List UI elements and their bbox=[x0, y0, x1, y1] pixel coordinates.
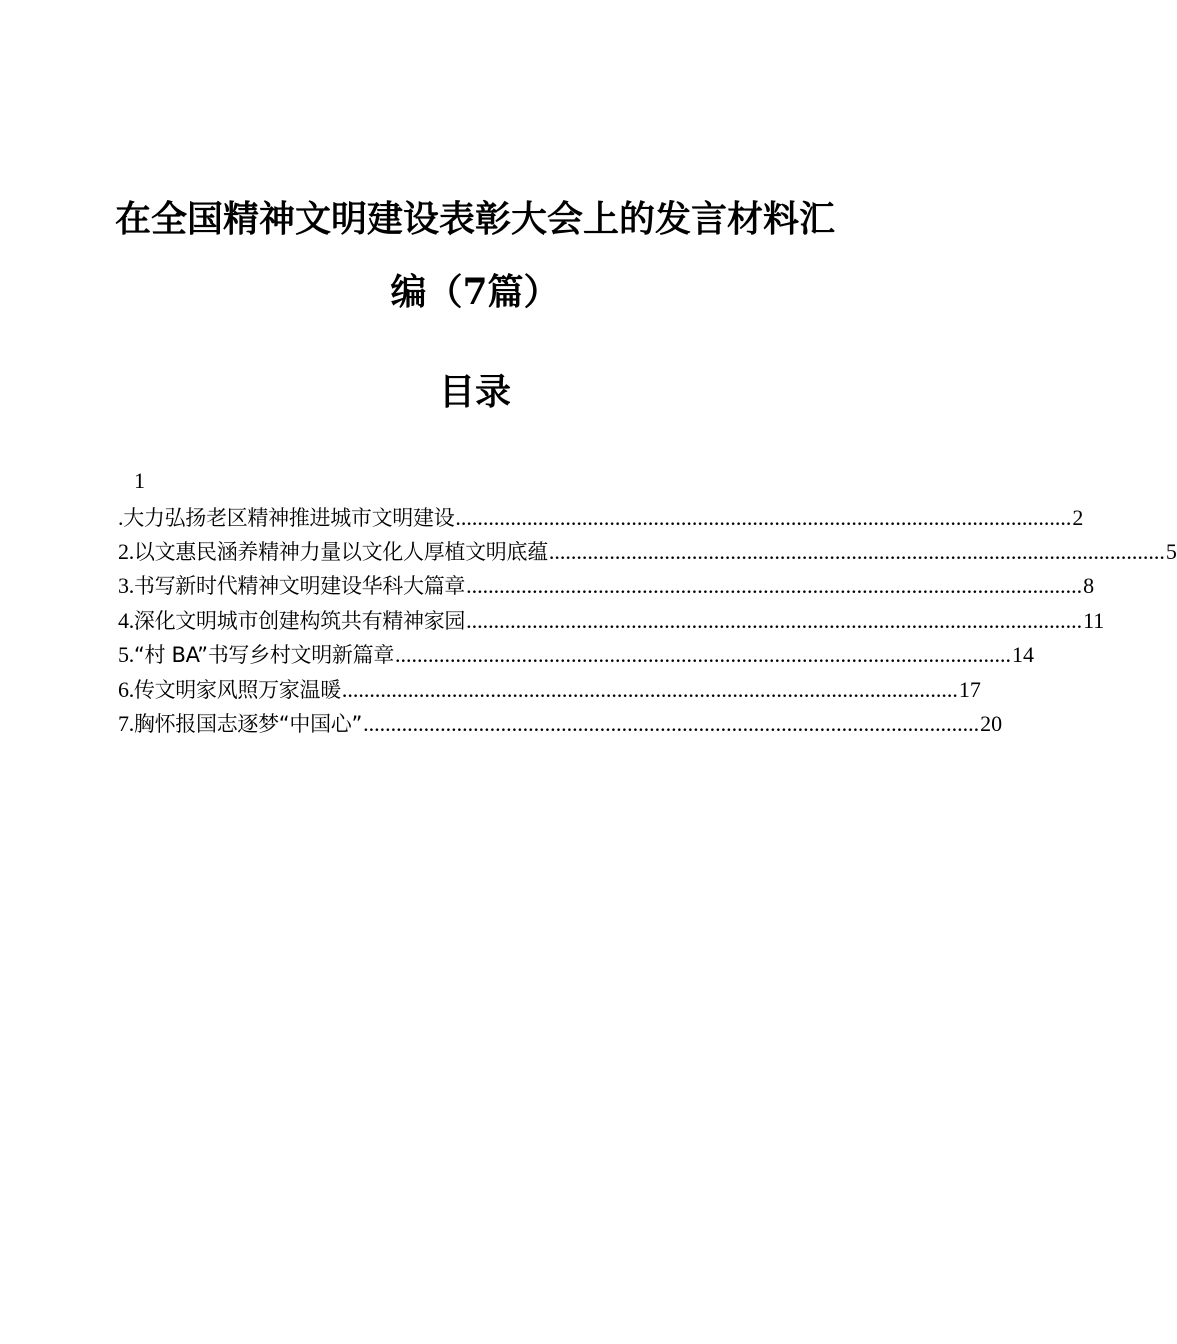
toc-entry-3[interactable] bbox=[118, 571, 1095, 601]
document-title-line-1: 在全国精神文明建设表彰大会上的发言材料汇 bbox=[114, 198, 835, 240]
toc-entry-2-page: 5 bbox=[1165, 539, 1177, 564]
toc-entry-1-page: 2 bbox=[1072, 505, 1084, 530]
toc-dot-leader: ................................................................................................................ bbox=[466, 573, 1083, 598]
toc-entry-6-page: 17 bbox=[958, 677, 981, 702]
toc-entry-2[interactable] bbox=[118, 537, 1177, 567]
toc-entry-6[interactable] bbox=[118, 675, 981, 705]
toc-entry-3-page: 8 bbox=[1083, 573, 1095, 598]
toc-entry-7[interactable] bbox=[118, 709, 1003, 739]
toc-entry-7-page: 20 bbox=[980, 711, 1003, 736]
toc-heading: 目录 bbox=[438, 371, 511, 413]
toc-dot-leader: ................................................................................................................ bbox=[548, 539, 1165, 564]
toc-entry-5-page: 14 bbox=[1012, 642, 1035, 667]
document-title-line-2: 编（7篇） bbox=[390, 271, 560, 313]
toc-dot-leader: ................................................................................................................ bbox=[466, 608, 1083, 633]
toc-entry-1[interactable] bbox=[118, 503, 1084, 533]
toc-entry-3-label: 3.书写新时代精神文明建设华科大篇章 bbox=[118, 573, 466, 598]
toc-entry-1-label: .大力弘扬老区精神推进城市文明建设 bbox=[118, 505, 455, 530]
toc-entry-4[interactable] bbox=[118, 606, 1105, 636]
toc-entry-7-label: 7.胸怀报国志逐梦“中国心” bbox=[118, 711, 363, 736]
toc-dot-leader: ................................................................................................................ bbox=[363, 711, 980, 736]
toc-entry-5[interactable] bbox=[118, 640, 1035, 670]
toc-entry-4-page: 11 bbox=[1083, 608, 1105, 633]
toc-entry-4-label: 4.深化文明城市创建构筑共有精神家园 bbox=[118, 608, 466, 633]
toc-dot-leader: ................................................................................................................ bbox=[455, 505, 1072, 530]
toc-dot-leader: ................................................................................................................ bbox=[395, 642, 1012, 667]
toc-entry-5-label: 5.“村 BA”书写乡村文明新篇章 bbox=[118, 642, 395, 667]
toc-entry-2-label: 2.以文惠民涵养精神力量以文化人厚植文明底蕴 bbox=[118, 539, 548, 564]
toc-entry-6-label: 6.传文明家风照万家温暖 bbox=[118, 677, 341, 702]
toc-dot-leader: ................................................................................................................ bbox=[341, 677, 958, 702]
toc-entry-1-number: 1 bbox=[134, 468, 145, 493]
